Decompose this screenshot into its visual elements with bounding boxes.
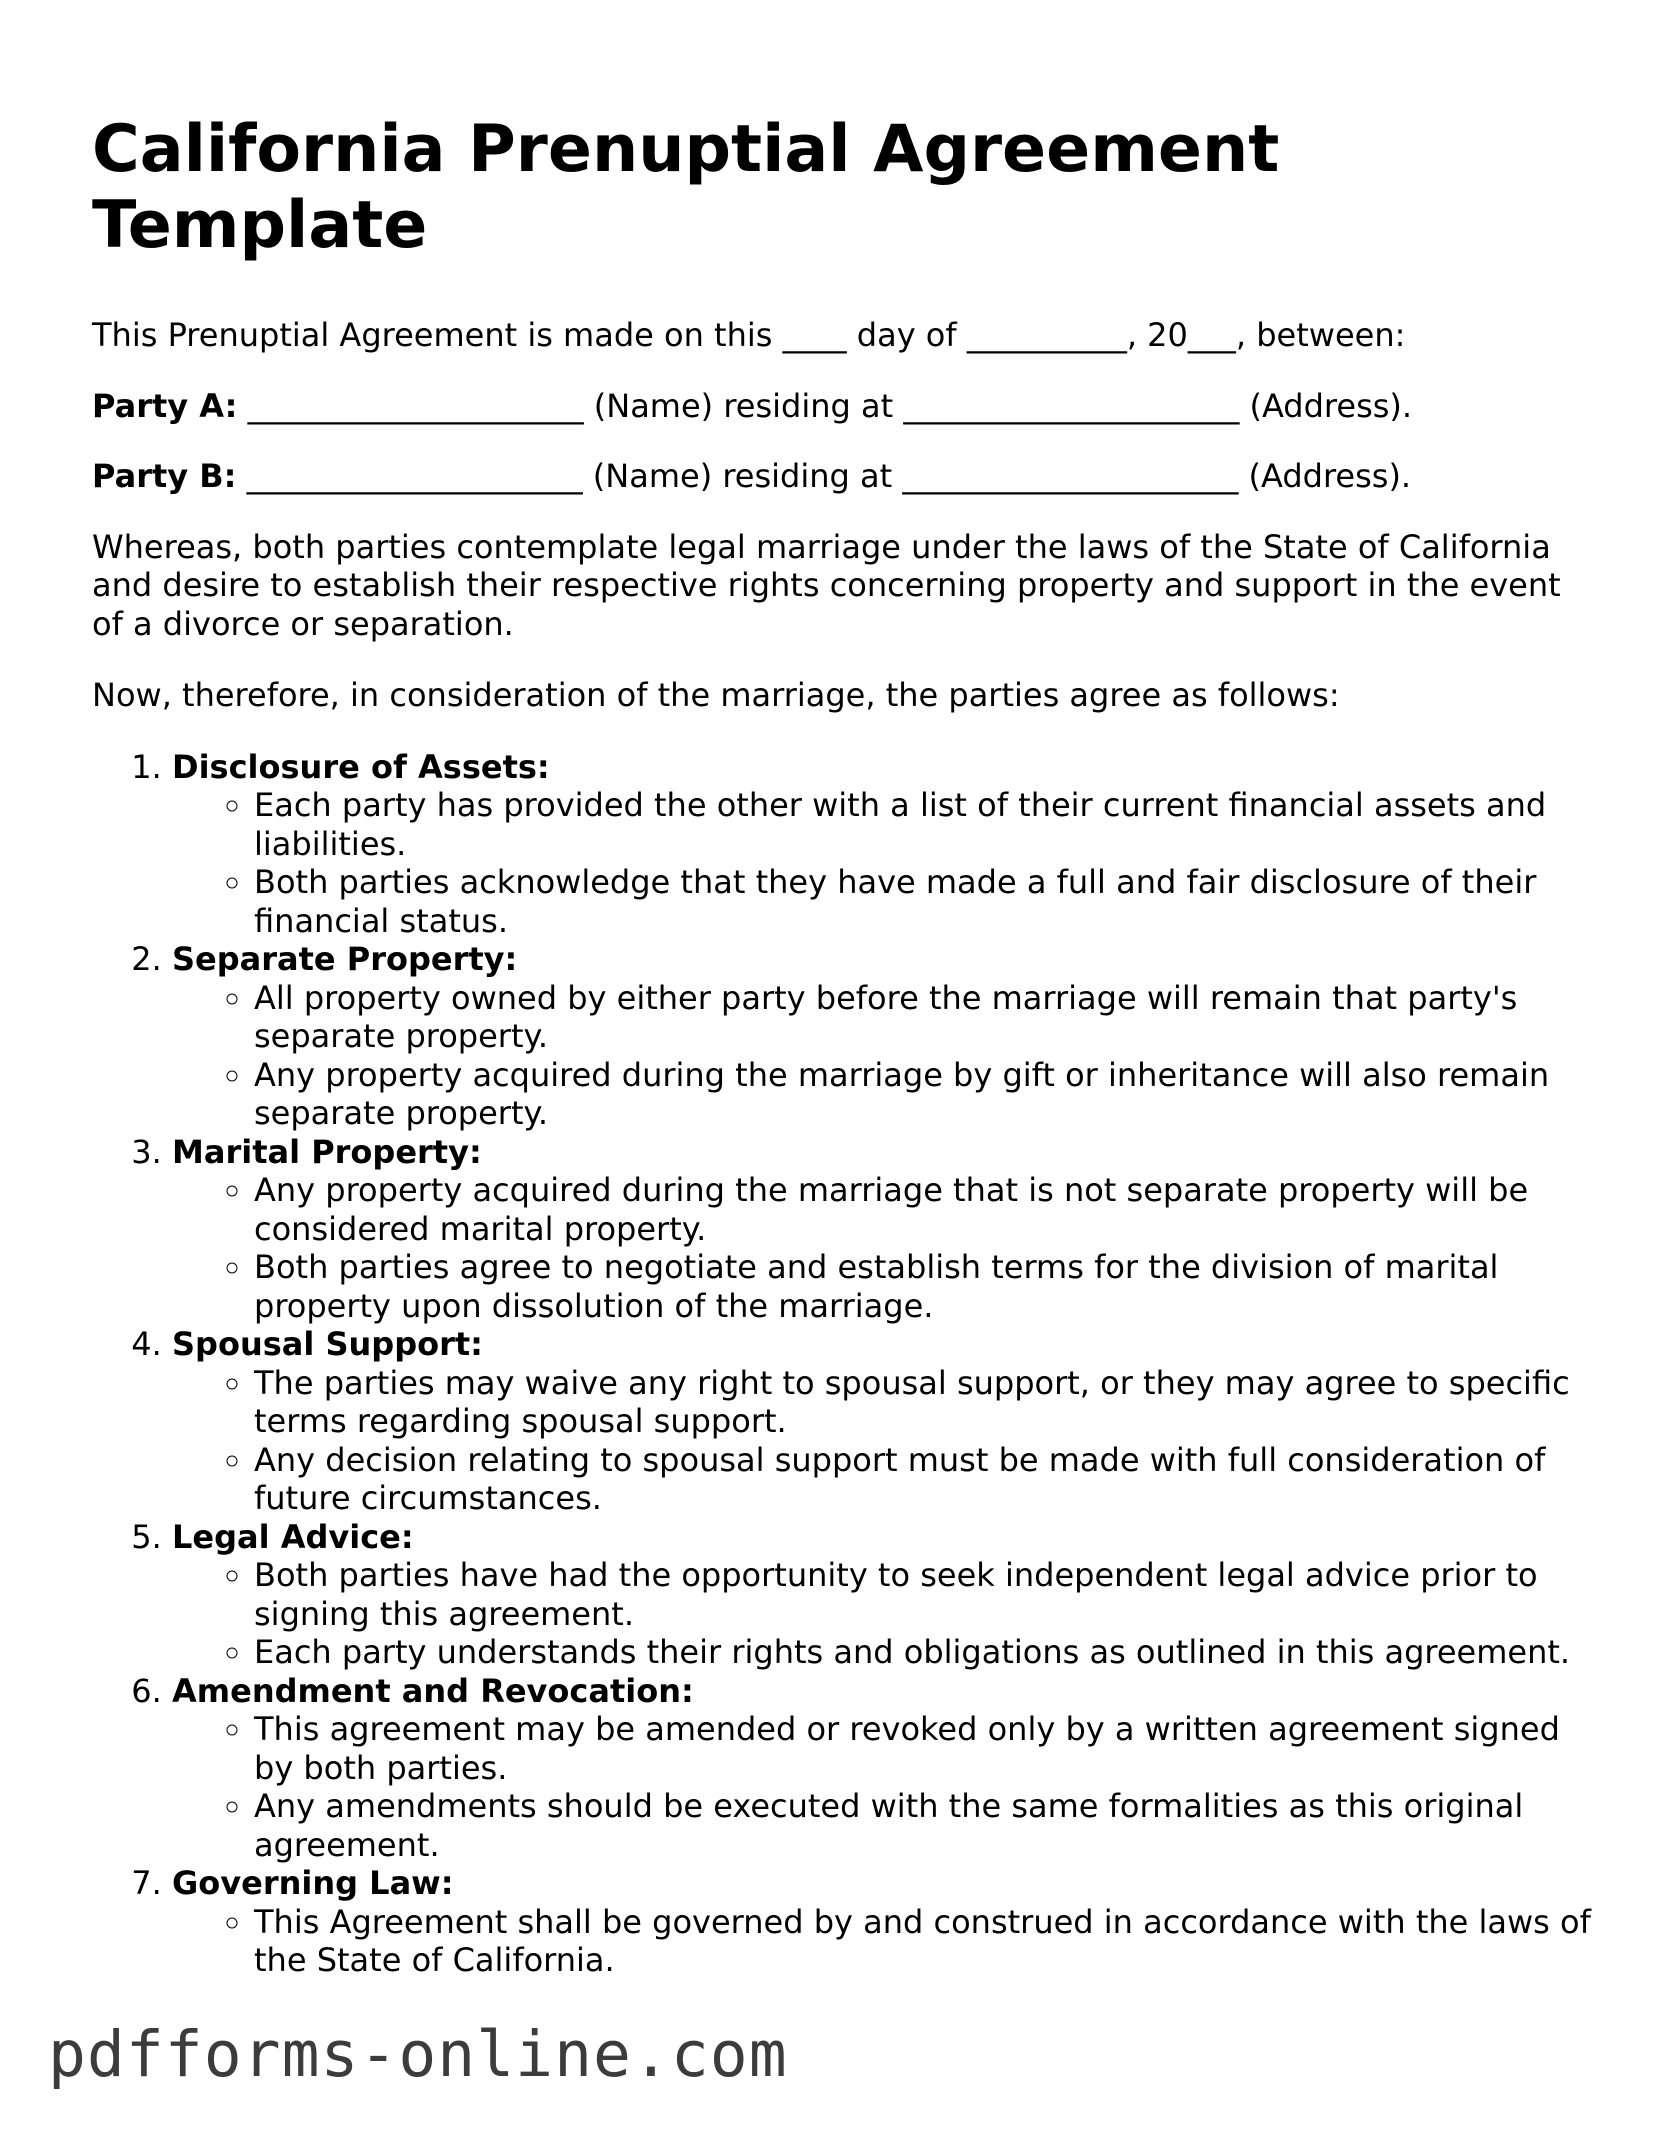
clause-title: Governing Law: — [172, 1864, 454, 1902]
clause-point: ◦ All property owned by either party before the marriage will remain that party's separate property. — [254, 979, 1592, 1056]
intro-paragraph: This Prenuptial Agreement is made on this ____ day of __________, 20___, between: — [92, 316, 1406, 354]
clause-title: Amendment and Revocation: — [172, 1671, 694, 1710]
party-a-line — [92, 387, 1592, 426]
party-a-text: _____________________ (Name) residing at _____________________ (Address). — [237, 386, 1413, 425]
clause-points — [172, 1171, 1592, 1325]
clause-points — [172, 1710, 1592, 1864]
clause-points — [172, 979, 1592, 1133]
clause-point: ◦ Each party understands their rights and obligations as outlined in this agreement. — [254, 1633, 1592, 1672]
clause-point: ◦ The parties may waive any right to spousal support, or they may agree to specific terms regarding spousal support. — [254, 1364, 1592, 1441]
clause-point: ◦ Both parties have had the opportunity to seek independent legal advice prior to signing this agreement. — [254, 1556, 1592, 1633]
clause-title: Spousal Support: — [172, 1325, 483, 1363]
clause-points — [172, 1903, 1592, 1980]
clause-point: ◦ This Agreement shall be governed by and construed in accordance with the laws of the State of California. — [254, 1903, 1592, 1980]
clause-point: ◦ Any property acquired during the marriage by gift or inheritance will also remain separate property. — [254, 1056, 1592, 1133]
clause-points — [172, 786, 1592, 940]
clause-point: ◦ Both parties acknowledge that they have made a full and fair disclosure of their financial status. — [254, 863, 1592, 940]
clause-3 — [172, 1133, 1592, 1326]
clause-list — [92, 748, 1592, 1980]
clause-4 — [172, 1325, 1592, 1518]
clause-point: ◦ Any property acquired during the marriage that is not separate property will be considered marital property. — [254, 1171, 1592, 1248]
document-page — [92, 112, 1592, 1980]
whereas-paragraph: Whereas, both parties contemplate legal marriage under the laws of the State of California and desire to establish their respective rights concerning property and support in the event of a divorce or separation. — [92, 527, 1561, 643]
party-b-line — [92, 457, 1592, 496]
site-watermark: pdfforms-online.com — [48, 2018, 788, 2091]
clause-point: ◦ This agreement may be amended or revoked only by a written agreement signed by both parties. — [254, 1710, 1592, 1787]
clause-title: Legal Advice: — [172, 1517, 414, 1556]
now-therefore-paragraph: Now, therefore, in consideration of the marriage, the parties agree as follows: — [92, 676, 1340, 714]
clause-point: ◦ Any decision relating to spousal support must be made with full consideration of future circumstances. — [254, 1441, 1592, 1518]
clause-5 — [172, 1518, 1592, 1672]
clause-title: Disclosure of Assets: — [172, 747, 550, 786]
clause-2 — [172, 940, 1592, 1133]
party-b-text: _____________________ (Name) residing at _____________________ (Address). — [236, 457, 1412, 495]
clause-points — [172, 1556, 1592, 1672]
clause-6 — [172, 1672, 1592, 1865]
clause-point: ◦ Each party has provided the other with a list of their current financial assets and liabilities. — [254, 786, 1592, 863]
title-line-1: California Prenuptial Agreement — [92, 112, 1280, 187]
party-b-label: Party B: — [92, 457, 237, 495]
clause-7 — [172, 1864, 1592, 1980]
clause-title: Separate Property: — [172, 940, 518, 978]
clause-point: ◦ Any amendments should be executed with the same formalities as this original agreement. — [254, 1787, 1592, 1864]
clause-point: ◦ Both parties agree to negotiate and establish terms for the division of marital property upon dissolution of the marriage. — [254, 1248, 1592, 1325]
clause-title: Marital Property: — [172, 1132, 482, 1171]
title-line-2: Template — [92, 188, 428, 263]
party-a-label: Party A: — [92, 386, 238, 425]
clause-1 — [172, 748, 1592, 941]
clause-points — [172, 1364, 1592, 1518]
document-title — [92, 112, 1592, 264]
